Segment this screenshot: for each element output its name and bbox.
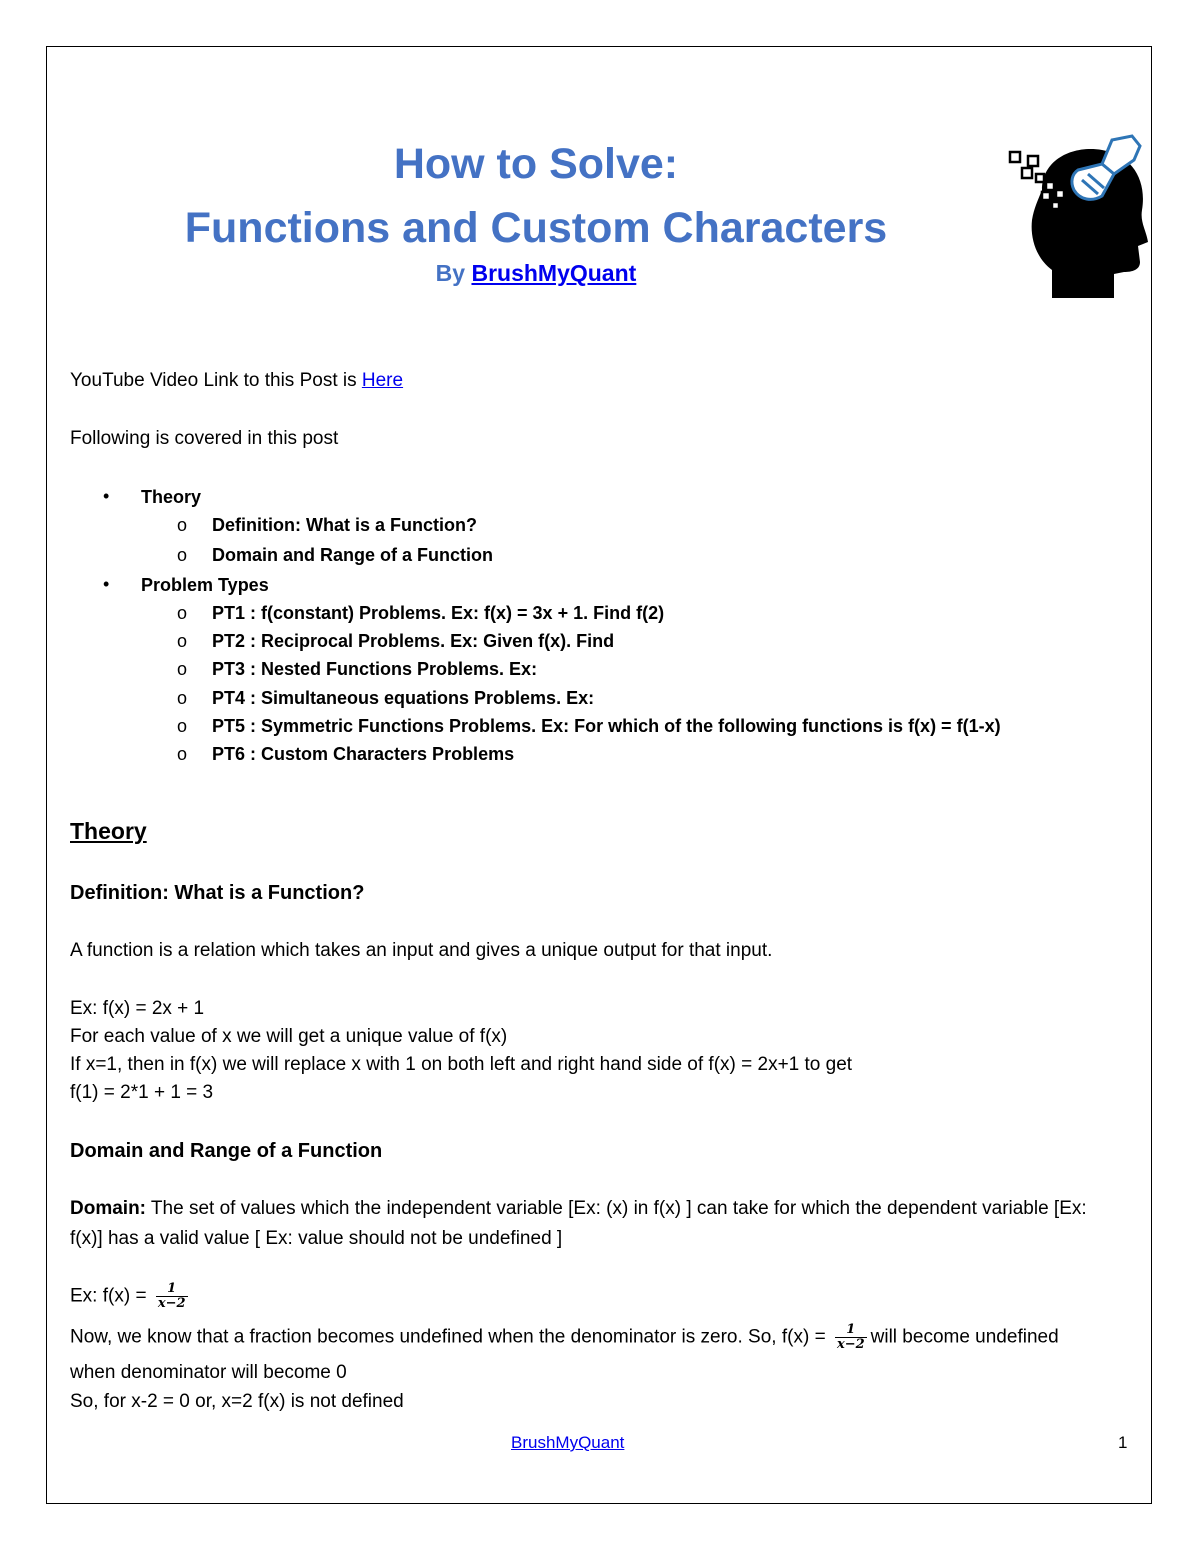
title-line-1: How to Solve: xyxy=(393,140,679,188)
fraction-example-prefix: Ex: f(x) = xyxy=(70,1285,152,1307)
fraction xyxy=(835,1323,867,1352)
sub-bullet-marker: o xyxy=(177,515,188,535)
toc-theory: Theory xyxy=(141,487,202,507)
fraction xyxy=(156,1282,188,1311)
domain-line-1 xyxy=(70,1198,1087,1220)
domain-text: The set of values which the independent variable [Ex: (x) in f(x) ] can take for which the dependent variable [Ex: xyxy=(146,1198,1087,1219)
when-line: when denominator will become 0 xyxy=(70,1362,347,1383)
sub-bullet-marker: o xyxy=(177,659,188,679)
sub-bullet-marker: o xyxy=(177,716,188,736)
fraction-denominator: x−2 xyxy=(836,1337,865,1352)
now-suffix: will become undefined xyxy=(870,1326,1059,1348)
sub-bullet-marker: o xyxy=(177,631,188,651)
so-line: So, for x-2 = 0 or, x=2 f(x) is not defined xyxy=(70,1391,404,1412)
example-line: f(1) = 2*1 + 1 = 3 xyxy=(70,1082,214,1103)
toc-theory-item: Definition: What is a Function? xyxy=(212,515,477,535)
toc-problem-item: PT3 : Nested Functions Problems. Ex: xyxy=(212,659,538,679)
youtube-prefix: YouTube Video Link to this Post is xyxy=(70,370,362,391)
toc-problem-item: PT4 : Simultaneous equations Problems. Ex: xyxy=(212,688,595,708)
covered-line: Following is covered in this post xyxy=(70,428,339,449)
domain-line-2: f(x)] has a valid value [ Ex: value should not be undefined ] xyxy=(70,1228,563,1249)
sub-bullet-marker: o xyxy=(177,545,188,565)
fraction-numerator: 1 xyxy=(167,1281,177,1296)
domain-label: Domain: xyxy=(70,1198,146,1219)
by-label: By xyxy=(435,260,472,286)
byline xyxy=(0,260,1072,287)
now-prefix: Now, we know that a fraction becomes undefined when the denominator is zero. So, f(x) = xyxy=(70,1326,831,1348)
example-line: For each value of x we will get a unique value of f(x) xyxy=(70,1026,508,1047)
domain-heading: Domain and Range of a Function xyxy=(70,1140,383,1162)
fraction-example xyxy=(70,1282,192,1311)
definition-heading: Definition: What is a Function? xyxy=(70,882,365,904)
footer-author-link[interactable]: BrushMyQuant xyxy=(511,1433,625,1452)
sub-bullet-marker: o xyxy=(177,688,188,708)
toc-problem-item: PT5 : Symmetric Functions Problems. Ex: For which of the following functions is f(x) = f(1-x) xyxy=(212,716,1001,736)
sub-bullet-marker: o xyxy=(177,603,188,623)
fraction-denominator: x−2 xyxy=(157,1296,186,1311)
theory-heading: Theory xyxy=(70,818,147,844)
bullet-marker: • xyxy=(103,486,110,506)
toc-problem-item: PT1 : f(constant) Problems. Ex: f(x) = 3x + 1. Find f(2) xyxy=(212,603,665,623)
page-number: 1 xyxy=(1118,1433,1128,1452)
example-line: Ex: f(x) = 2x + 1 xyxy=(70,998,205,1019)
head-with-brush-icon xyxy=(1002,130,1152,300)
example-line: If x=1, then in f(x) we will replace x with 1 on both left and right hand side of f(x) = 2x+1 to get xyxy=(70,1054,853,1075)
bullet-marker: • xyxy=(103,574,110,594)
author-link[interactable]: BrushMyQuant xyxy=(471,260,637,286)
toc-problem-item: PT2 : Reciprocal Problems. Ex: Given f(x). Find xyxy=(212,631,615,651)
definition-text: A function is a relation which takes an input and gives a unique output for that input. xyxy=(70,940,773,961)
now-line xyxy=(70,1323,1059,1352)
fraction-numerator: 1 xyxy=(846,1322,856,1337)
toc-problem-item: PT6 : Custom Characters Problems xyxy=(212,744,515,764)
youtube-link[interactable]: Here xyxy=(361,370,404,391)
sub-bullet-marker: o xyxy=(177,744,188,764)
title-line-2: Functions and Custom Characters xyxy=(184,204,888,252)
toc-theory-item: Domain and Range of a Function xyxy=(212,545,494,565)
toc-problem-types: Problem Types xyxy=(141,575,269,595)
youtube-line xyxy=(70,370,403,392)
